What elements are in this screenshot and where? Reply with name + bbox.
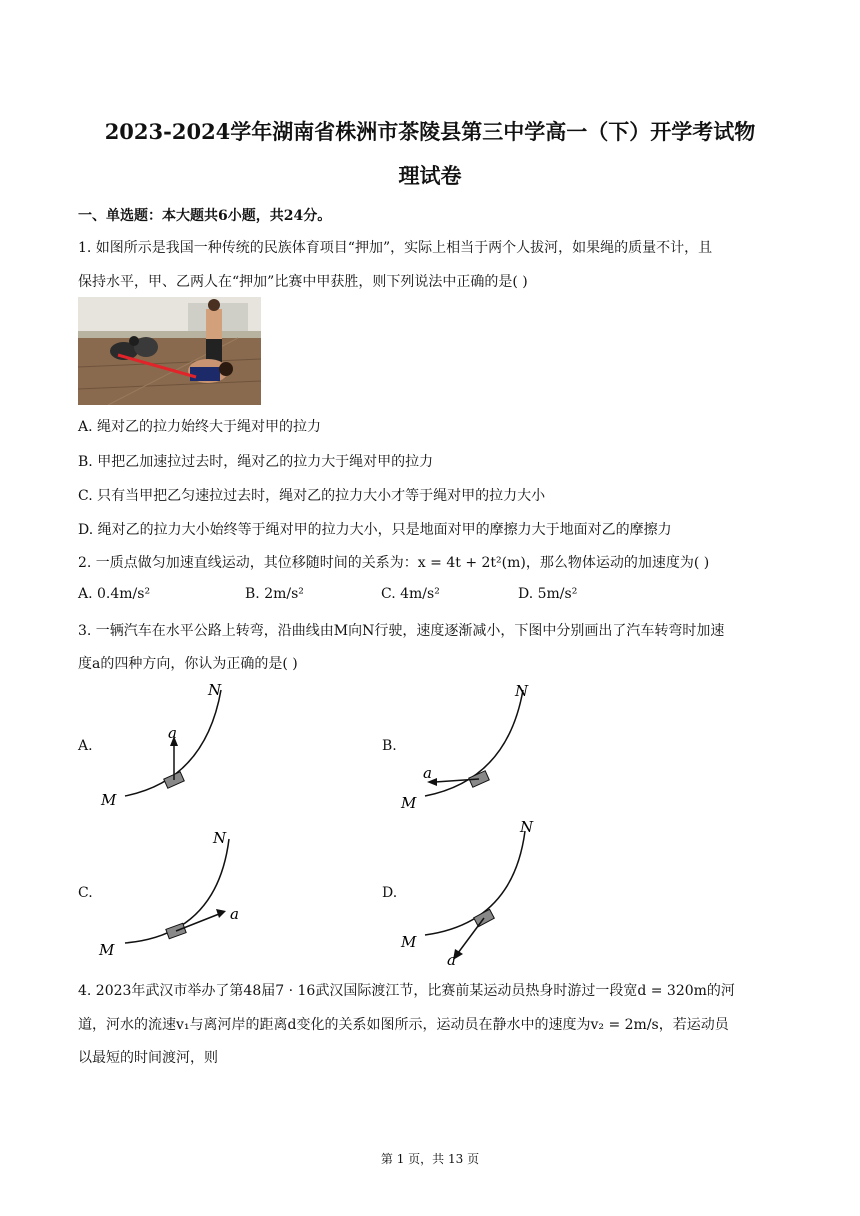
q3-option-b-label: B.: [382, 738, 397, 754]
point-m-c: M: [99, 941, 115, 957]
page-footer: 第 1 页，共 13 页: [380, 1152, 480, 1166]
page-title-line1: 2023-2024学年湖南省株洲市茶陵县第三中学高一（下）开学考试物: [104, 119, 756, 144]
accel-label-a: a: [168, 724, 177, 742]
q3-option-c-label: C.: [78, 885, 93, 901]
q2-option-d: D. 5m/s²: [518, 586, 578, 602]
point-m-b: M: [401, 794, 417, 810]
point-n-a: N: [208, 681, 222, 699]
q3-figure-b: [395, 678, 545, 810]
q3-figure-d: [395, 813, 545, 968]
q3-figure-a: [95, 678, 240, 810]
q1-option-a: A. 绳对乙的拉力始终大于绳对甲的拉力: [78, 419, 322, 435]
q1-option-d: D. 绳对乙的拉力大小始终等于绳对甲的拉力大小，只是地面对甲的摩擦力大于地面对乙的摩擦力: [78, 522, 672, 538]
q2-option-c: C. 4m/s²: [381, 586, 440, 602]
q4-stem-line2: 道，河水的流速v₁与离河岸的距离d变化的关系如图所示，运动员在静水中的速度为v₂ = 2m/s，若运动员: [78, 1017, 729, 1033]
q3-option-d-label: D.: [382, 885, 398, 901]
accel-label-d: a: [447, 951, 456, 968]
q2-option-a: A. 0.4m/s²: [78, 586, 151, 602]
q3-stem-line1: 3. 一辆汽车在水平公路上转弯，沿曲线由M向N行驶，速度逐渐减小，下图中分别画出了汽车转弯时加速: [78, 623, 725, 639]
accel-label-c: a: [230, 905, 239, 923]
q2-option-b: B. 2m/s²: [245, 586, 304, 602]
q1-stem-line2: 保持水平，甲、乙两人在“押加”比赛中甲获胜，则下列说法中正确的是( ): [78, 274, 528, 290]
point-m-d: M: [401, 933, 417, 951]
section-heading: 一、单选题：本大题共6小题，共24分。: [78, 208, 332, 224]
q3-stem-line2: 度a的四种方向，你认为正确的是( ): [78, 656, 298, 672]
q1-option-c: C. 只有当甲把乙匀速拉过去时，绳对乙的拉力大小才等于绳对甲的拉力大小: [78, 488, 546, 504]
q4-stem-line1: 4. 2023年武汉市举办了第48届7 · 16武汉国际渡江节，比赛前某运动员热身时游过一段宽d = 320m的河: [78, 983, 735, 999]
point-n-b: N: [515, 682, 529, 700]
q1-option-b: B. 甲把乙加速拉过去时，绳对乙的拉力大于绳对甲的拉力: [78, 454, 434, 470]
q3-option-a-label: A.: [78, 738, 93, 754]
q1-stem-line1: 1. 如图所示是我国一种传统的民族体育项目“押加”，实际上相当于两个人拔河，如果绳的质量不计，且: [78, 240, 713, 256]
point-n-d: N: [520, 818, 534, 836]
point-n-c: N: [213, 829, 227, 847]
accel-label-b: a: [423, 764, 432, 782]
point-m-a: M: [101, 791, 117, 809]
tug-of-war-photo: [78, 297, 261, 405]
q2-stem: 2. 一质点做匀加速直线运动，其位移随时间的关系为：x = 4t + 2t²(m)，那么物体运动的加速度为( ): [78, 555, 710, 571]
page-title-line2: 理试卷: [398, 163, 462, 188]
q4-stem-line3: 以最短的时间渡河，则: [78, 1050, 218, 1066]
q3-figure-c: [95, 823, 245, 957]
